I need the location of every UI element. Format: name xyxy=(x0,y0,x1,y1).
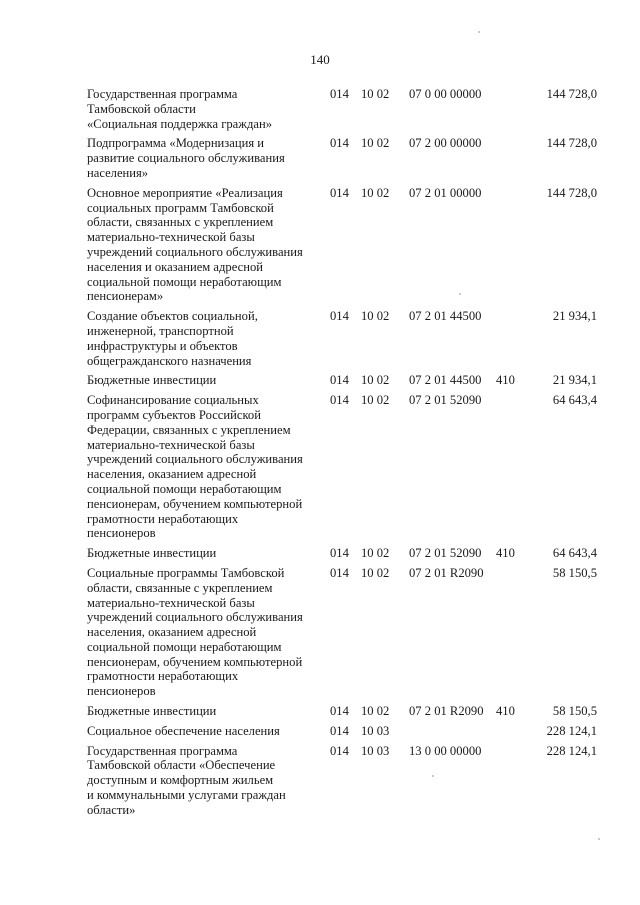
row-name: Подпрограмма «Модернизация и развитие социального обслуживания населения» xyxy=(87,136,285,180)
ministry-code: 014 xyxy=(330,723,349,738)
section-code: 10 02 xyxy=(361,136,390,151)
target-code: 13 0 00 00000 xyxy=(409,743,482,758)
amount: 64 643,4 xyxy=(552,546,597,561)
section-code: 10 03 xyxy=(361,743,390,758)
ministry-code: 014 xyxy=(330,87,349,101)
expense-type-code: 410 xyxy=(496,373,515,388)
amount: 228 124,1 xyxy=(546,743,597,758)
amount: 144 728,0 xyxy=(546,87,597,101)
section-code: 10 03 xyxy=(361,723,390,738)
table-row xyxy=(87,136,607,180)
row-name: Социальные программы Тамбовской области, связанные с укреплением материально-технической базы учреждений социального обслуживания населения, оказанием адресной социальной помощи неработающим пенсионерам, обучением компьютерной грамотности неработающих пенсионеров xyxy=(87,565,303,699)
target-code: 07 2 01 52090 xyxy=(409,546,482,561)
row-name: Основное мероприятие «Реализация социальных программ Тамбовской области, связанных с укреплением материально-технической базы учреждений социального обслуживания населения и оказанием адресной социальной помощи неработающим пенсионерам» xyxy=(87,185,303,304)
amount: 228 124,1 xyxy=(546,723,597,738)
row-name: Государственная программа Тамбовской области «Социальная поддержка граждан» xyxy=(87,87,273,131)
ministry-code: 014 xyxy=(330,373,349,388)
table-row xyxy=(87,744,607,818)
section-code: 10 02 xyxy=(361,87,390,101)
amount: 64 643,4 xyxy=(552,393,597,408)
expense-type-code: 410 xyxy=(496,704,515,719)
section-code: 10 02 xyxy=(361,309,390,324)
row-name: Бюджетные инвестиции xyxy=(87,373,217,388)
table-row xyxy=(87,373,607,388)
ministry-code: 014 xyxy=(330,546,349,561)
ministry-code: 014 xyxy=(330,185,349,200)
amount: 21 934,1 xyxy=(552,309,597,324)
scan-speck xyxy=(432,775,434,777)
target-code: 07 2 00 00000 xyxy=(409,136,482,151)
target-code: 07 2 01 44500 xyxy=(409,373,482,388)
ministry-code: 014 xyxy=(330,393,349,408)
row-name: Бюджетные инвестиции xyxy=(87,704,217,719)
amount: 144 728,0 xyxy=(546,185,597,200)
section-code: 10 02 xyxy=(361,546,390,561)
table-row xyxy=(87,704,607,719)
expense-type-code: 410 xyxy=(496,546,515,561)
amount: 58 150,5 xyxy=(552,704,597,719)
row-name: Софинансирование социальных программ субъектов Российской Федерации, связанных с укреплением материально-технической базы учреждений социального обслуживания населения, оказанием адресной социальной помощи неработающим пенсионерам, обучением компьютерной грамотности неработающих пенсионеров xyxy=(87,393,303,541)
row-name: Бюджетные инвестиции xyxy=(87,546,217,561)
ministry-code: 014 xyxy=(330,309,349,324)
target-code: 07 2 01 R2090 xyxy=(409,565,484,580)
budget-table xyxy=(87,87,607,823)
amount: 144 728,0 xyxy=(546,136,597,151)
scan-speck xyxy=(598,838,600,840)
table-row xyxy=(87,546,607,561)
ministry-code: 014 xyxy=(330,136,349,151)
table-row xyxy=(87,566,607,699)
table-row xyxy=(87,87,607,131)
target-code: 07 2 01 52090 xyxy=(409,393,482,408)
target-code: 07 2 01 44500 xyxy=(409,309,482,324)
section-code: 10 02 xyxy=(361,704,390,719)
ministry-code: 014 xyxy=(330,565,349,580)
row-name: Создание объектов социальной, инженерной, транспортной инфраструктуры и объектов общегражданского назначения xyxy=(87,309,258,368)
target-code: 07 2 01 R2090 xyxy=(409,704,484,719)
section-code: 10 02 xyxy=(361,565,390,580)
amount: 21 934,1 xyxy=(552,373,597,388)
amount: 58 150,5 xyxy=(552,565,597,580)
section-code: 10 02 xyxy=(361,393,390,408)
table-row xyxy=(87,186,607,304)
table-row xyxy=(87,724,607,739)
page-number: 140 xyxy=(310,52,330,67)
scan-speck xyxy=(478,31,480,33)
target-code: 07 2 01 00000 xyxy=(409,185,482,200)
row-name: Социальное обеспечение населения xyxy=(87,723,280,738)
ministry-code: 014 xyxy=(330,743,349,758)
scan-speck xyxy=(459,293,461,295)
ministry-code: 014 xyxy=(330,704,349,719)
section-code: 10 02 xyxy=(361,185,390,200)
target-code: 07 0 00 00000 xyxy=(409,87,482,101)
table-row xyxy=(87,309,607,368)
table-row xyxy=(87,393,607,541)
row-name: Государственная программа Тамбовской области «Обеспечение доступным и комфортным жильем и коммунальными услугами граждан области» xyxy=(87,743,286,817)
section-code: 10 02 xyxy=(361,373,390,388)
